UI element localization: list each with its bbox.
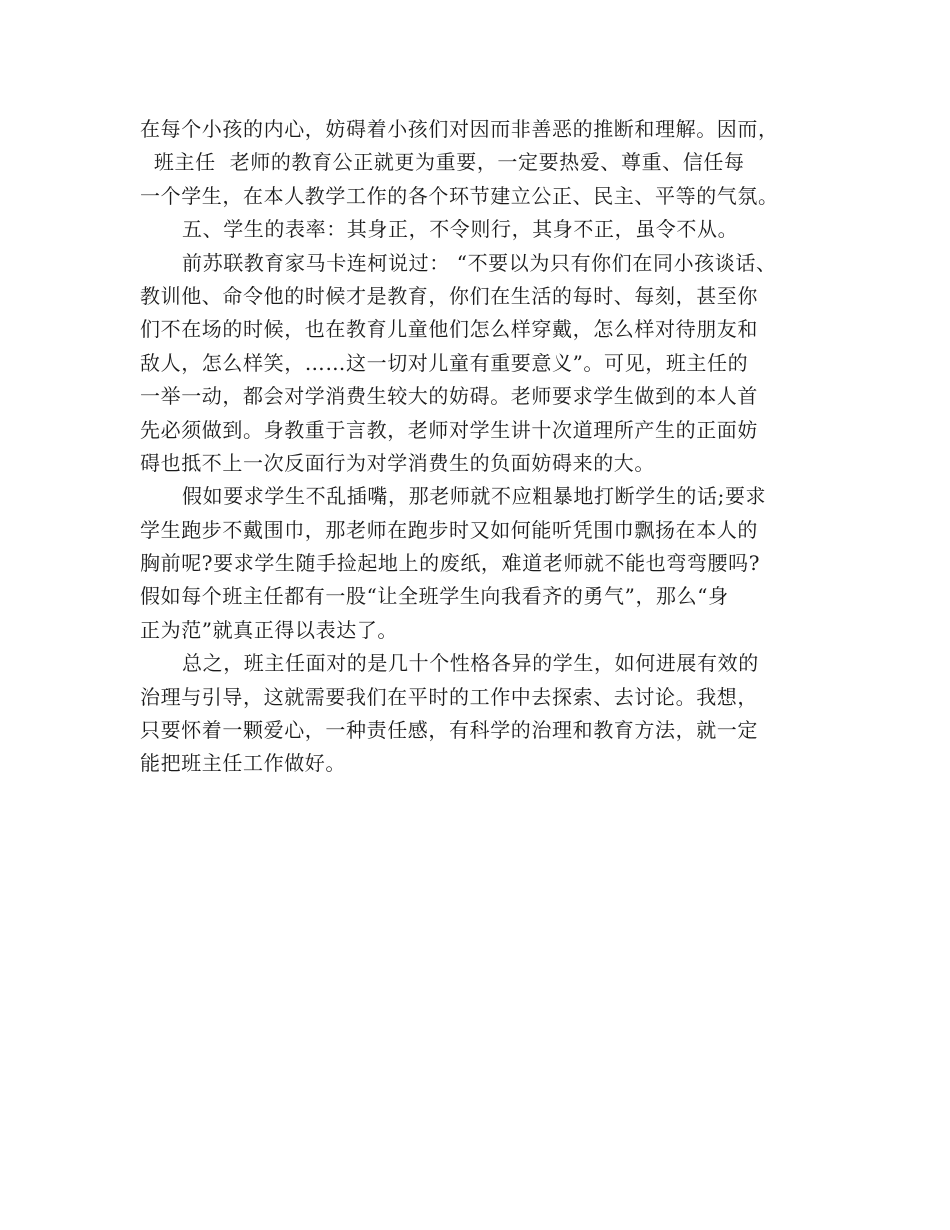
text-line: 在每个小孩的内心，妨碍着小孩们对因而非善恶的推断和理解。因而， [140, 117, 779, 141]
text-line: 碍也抵不上一次反面行为对学消费生的负面妨碍来的大。 [140, 450, 655, 475]
paragraph-start-line: 总之，班主任面对的是几十个性格各异的学生，如何进展有效的 [182, 651, 759, 676]
text-line: 先必须做到。身教重于言教，老师对学生讲十次道理所产生的正面妨 [140, 417, 758, 442]
text-line: 一举一动，都会对学消费生较大的妨碍。老师要求学生做到的本人首 [140, 384, 758, 409]
text-line: 治理与引导，这就需要我们在平时的工作中去探索、去讨论。我想， [140, 684, 758, 709]
text-line: 一个学生，在本人教学工作的各个环节建立公正、民主、平等的气氛。 [140, 183, 779, 208]
paragraph-start-line: 假如要求学生不乱插嘴，那老师就不应粗暴地打断学生的话;要求 [182, 484, 767, 509]
paragraph-start-line: 前苏联教育家马卡连柯说过： “不要以为只有你们在同小孩谈话、 [182, 250, 777, 275]
text-line: 班主任 老师的教育公正就更为重要，一定要热爱、尊重、信任每 [140, 150, 745, 175]
text-line: 胸前呢?要求学生随手捡起地上的废纸，难道老师就不能也弯弯腰吗? [140, 551, 761, 576]
text-line: 能把班主任工作做好。 [140, 751, 346, 776]
text-line: 假如每个班主任都有一股“让全班学生向我看齐的勇气”，那么“身 [140, 584, 729, 609]
text-line: 正为范”就真正得以表达了。 [140, 617, 399, 642]
text-line: 教训他、命令他的时候才是教育，你们在生活的每时、每刻，甚至你 [140, 283, 758, 308]
text-line: 敌人，怎么样笑，……这一切对儿童有重要意义”。可见，班主任的 [140, 350, 749, 375]
text-line: 们不在场的时候，也在教育儿童他们怎么样穿戴，怎么样对待朋友和 [140, 317, 758, 342]
text-line: 只要怀着一颗爱心，一种责任感，有科学的治理和教育方法，就一定 [140, 718, 758, 743]
text-line: 学生跑步不戴围巾，那老师在跑步时又如何能听凭围巾飘扬在本人的 [140, 517, 758, 542]
section-heading-line: 五、学生的表率：其身正，不令则行，其身不正，虽令不从。 [182, 217, 739, 242]
document-body [140, 113, 840, 781]
